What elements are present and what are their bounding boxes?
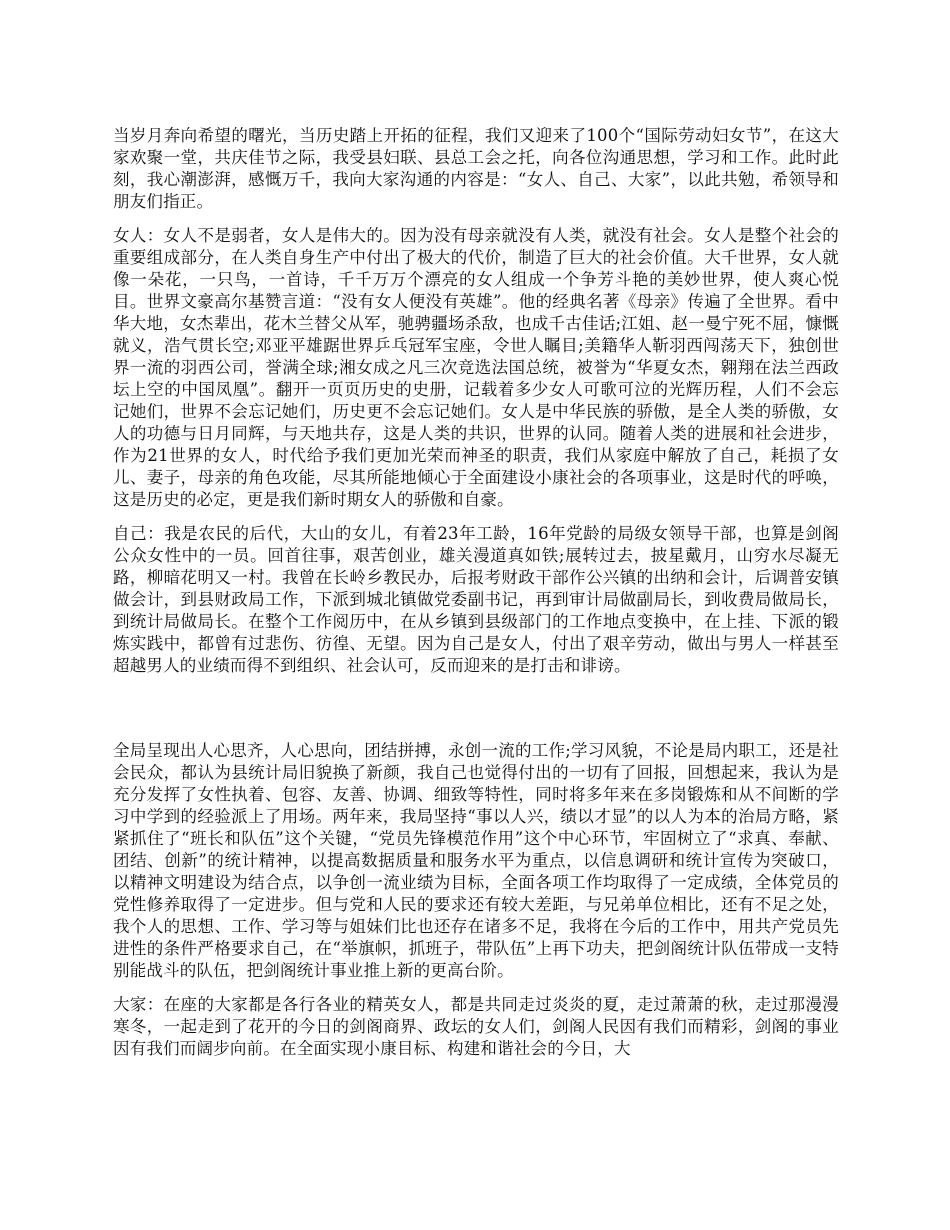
- paragraph-self: 自己：我是农民的后代，大山的女儿，有着23年工龄，16年党龄的局级女领导干部，也算是剑阁公众女性中的一员。回首往事，艰苦创业，雄关漫道真如铁;展转过去，披星戴月，山穷水尽凝无路，柳暗花明又一村。我曾在长岭乡教民办，后报考财政干部作公兴镇的出纳和会计，后调普安镇做会计，到县财政局工作，下派到城北镇做党委副书记，再到审计局做副局长，到收费局做局长，到统计局做局长。在整个工作阅历中，在从乡镇到县级部门的工作地点变换中，在上挂、下派的锻炼实践中，都曾有过悲伤、彷徨、无望。因为自己是女人，付出了艰辛劳动，做出与男人一样甚至超越男人的业绩而得不到组织、社会认可，反而迎来的是打击和诽谤。: [113, 524, 839, 675]
- paragraph-everyone: 大家：在座的大家都是各行各业的精英女人，都是共同走过炎炎的夏，走过萧萧的秋，走过那漫漫寒冬，一起走到了花开的今日的剑阁商界、政坛的女人们，剑阁人民因有我们而精彩，剑阁的事业因有我们而阔步向前。在全面实现小康目标、构建和谐社会的今日，大: [113, 995, 839, 1058]
- paragraph-intro: 当岁月奔向希望的曙光，当历史踏上开拓的征程，我们又迎来了100个“国际劳动妇女节”，在这大家欢聚一堂，共庆佳节之际，我受县妇联、县总工会之托，向各位沟通思想，学习和工作。此时此刻，我心潮澎湃，感慨万千，我向大家沟通的内容是：“女人、自己、大家”，以此共勉，希领导和朋友们指正。: [113, 126, 839, 211]
- document-page: [113, 125, 839, 1072]
- paragraph-bureau: 全局呈现出人心思齐，人心思向，团结拼搏，永创一流的工作;学习风貌，不论是局内职工，还是社会民众，都认为县统计局旧貌换了新颜，我自己也觉得付出的一切有了回报，回想起来，我认为是充分发挥了女性执着、包容、友善、协调、细致等特性，同时将多年来在多岗锻炼和从不间断的学习中学到的经验派上了用场。两年来，我局坚持“事以人兴，绩以才显”的以人为本的治局方略，紧紧抓住了“班长和队伍”这个关键，“党员先锋模范作用”这个中心环节，牢固树立了“求真、奉献、团结、创新”的统计精神，以提高数据质量和服务水平为重点，以信息调研和统计宣传为突破口，以精神文明建设为结合点，以争创一流业绩为目标，全面各项工作均取得了一定成绩，全体党员的党性修养取得了一定进步。但与党和人民的要求还有较大差距，与兄弟单位相比，还有不足之处，我个人的思想、工作、学习等与姐妹们比也还存在诸多不足，我将在今后的工作中，用共产党员先进性的条件严格要求自己，在“举旗帜，抓班子，带队伍”上再下功夫，把剑阁统计队伍带成一支特别能战斗的队伍，把剑阁统计事业推上新的更高台阶。: [113, 741, 839, 980]
- paragraph-women: 女人：女人不是弱者，女人是伟大的。因为没有母亲就没有人类，就没有社会。女人是整个社会的重要组成部分，在人类自身生产中付出了极大的代价，制造了巨大的社会价值。大千世界，女人就像一朵花，一只鸟，一首诗，千千万万个漂亮的女人组成一个争芳斗艳的美妙世界，使人爽心悦目。世界文豪高尔基赞言道：“没有女人便没有英雄”。他的经典名著《母亲》传遍了全世界。看中华大地，女杰辈出，花木兰替父从军，驰骋疆场杀敌，也成千古佳话;江姐、赵一曼宁死不屈，慷慨就义，浩气贯长空;邓亚平雄踞世界乒乓冠军宝座，令世人瞩目;美籍华人靳羽西闯荡天下，独创世界一流的羽西公司，誉满全球;湘女成之凡三次竞选法国总统，被誉为“华夏女杰，翱翔在法兰西政坛上空的中国凤凰”。翻开一页页历史的史册，记载着多少女人可歌可泣的光辉历程，人们不会忘记她们，世界不会忘记她们，历史更不会忘记她们。女人是中华民族的骄傲，是全人类的骄傲，女人的功德与日月同辉，与天地共存，这是人类的共识，世界的认同。随着人类的进展和社会进步，作为21世界的女人，时代给予我们更加光荣而神圣的职责，我们从家庭中解放了自己，耗损了女儿、妻子，母亲的角色攻能，尽其所能地倾心于全面建设小康社会的各项事业，这是时代的呼唤，这是历史的必定，更是我们新时期女人的骄傲和自豪。: [113, 226, 839, 509]
- section-gap: [113, 689, 839, 740]
